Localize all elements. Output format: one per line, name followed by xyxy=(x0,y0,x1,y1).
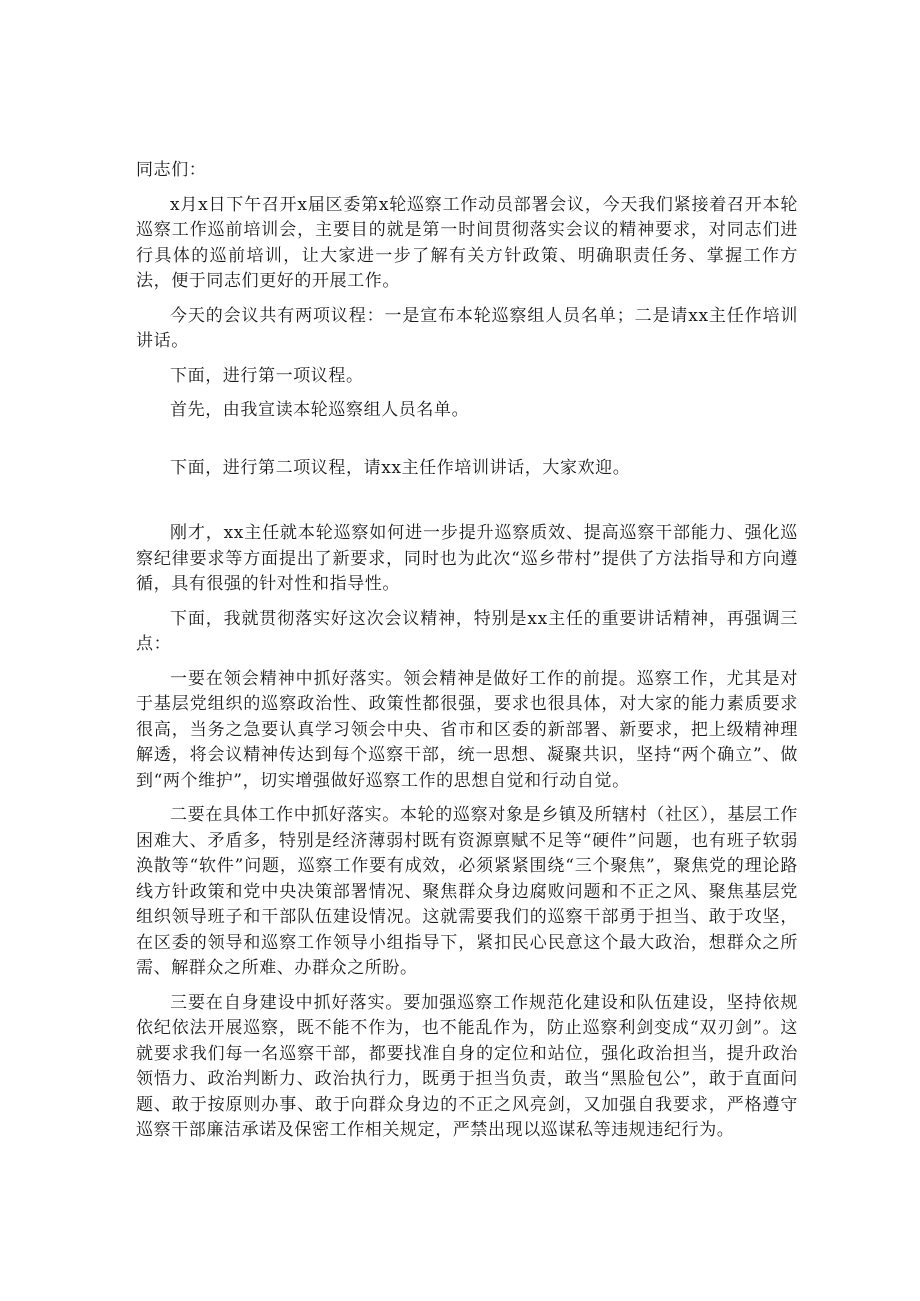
salutation: 同志们： xyxy=(136,160,207,180)
paragraph-first-item: 下面，进行第一项议程。 xyxy=(170,365,364,386)
paragraph-point-three: 三要在自身建设中抓好落实。要加强巡察工作规范化建设和队伍建设，坚持依规依纪依法开展巡察，既不能不作为，也不能乱作为，防止巡察利剑变成“双刃剑”。这就要求我们每一名巡察干部，都要找准自身的定位和站位，强化政治担当，提升政治领悟力、政治判断力、政治执行力，既勇于担当负责，敢当“黑脸包公”，敢于直面问题、敢于按原则办事、敢于向群众身边的不正之风亮剑，又加强自我要求，严格遵守巡察干部廉洁承诺及保密工作相关规定，严禁出现以巡谋私等违规违纪行为。 xyxy=(136,992,798,1140)
paragraph-opening: x月x日下午召开x届区委第x轮巡察工作动员部署会议，今天我们紧接着召开本轮巡察工作巡前培训会，主要目的就是第一时间贯彻落实会议的精神要求，对同志们进行具体的巡前培训，让大家进一步了解有关方针政策、明确职责任务、掌握工作方法，便于同志们更好的开展工作。 xyxy=(136,194,798,291)
paragraph-three-points-intro: 下面，我就贯彻落实好这次会议精神，特别是xx主任的重要讲话精神，再强调三点： xyxy=(136,608,798,654)
paragraph-point-two: 二要在具体工作中抓好落实。本轮的巡察对象是乡镇及所辖村（社区），基层工作困难大、矛盾多，特别是经济薄弱村既有资源禀赋不足等“硬件”问题，也有班子软弱涣散等“软件”问题，巡察工作要有成效，必须紧紧围绕“三个聚焦”，聚焦党的理论路线方针政策和党中央决策部署情况、聚焦群众身边腐败问题和不正之风、聚焦基层党组织领导班子和干部队伍建设情况。这就需要我们的巡察干部勇于担当、敢于攻坚，在区委的领导和巡察工作领导小组指导下，紧扣民心民意这个最大政治，想群众之所需、解群众之所难、办群众之所盼。 xyxy=(136,805,798,978)
paragraph-second-item: 下面，进行第二项议程，请xx主任作培训讲话，大家欢迎。 xyxy=(170,457,631,478)
paragraph-announce-list: 首先，由我宣读本轮巡察组人员名单。 xyxy=(170,400,470,420)
paragraph-summary: 刚才，xx主任就本轮巡察如何进一步提升巡察质效、提高巡察干部能力、强化巡察纪律要求等方面提出了新要求，同时也为此次“巡乡带村”提供了方法指导和方向遵循，具有很强的针对性和指导性。 xyxy=(136,523,798,594)
paragraph-point-one: 一要在领会精神中抓好落实。领会精神是做好工作的前提。巡察工作，尤其是对于基层党组织的巡察政治性、政策性都很强，要求也很具体，对大家的能力素质要求很高，当务之急要认真学习领会中央、省市和区委的新部署、新要求，把上级精神理解透，将会议精神传达到每个巡察干部，统一思想、凝聚共识，坚持“两个确立”、做到“两个维护”，切实增强做好巡察工作的思想自觉和行动自觉。 xyxy=(136,668,798,791)
document-body xyxy=(136,158,798,1153)
paragraph-agenda: 今天的会议共有两项议程：一是宣布本轮巡察组人员名单；二是请xx主任作培训讲话。 xyxy=(136,305,798,351)
